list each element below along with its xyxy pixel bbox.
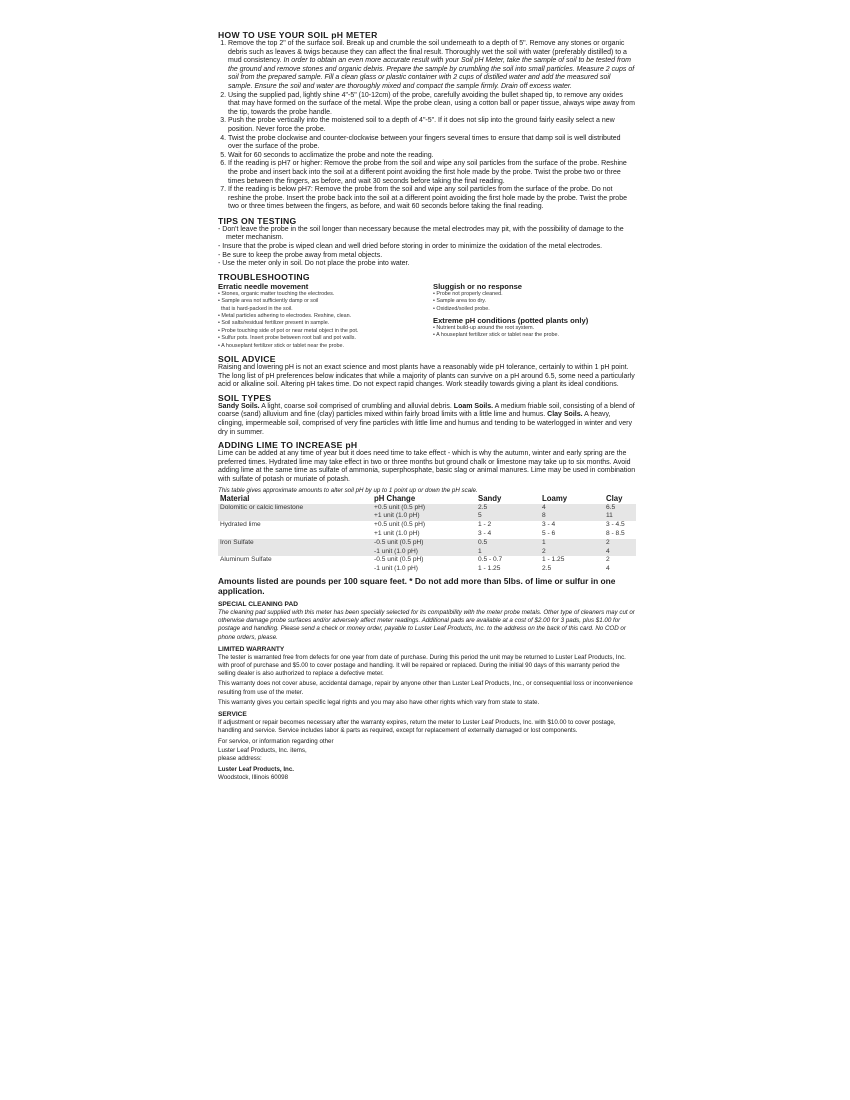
lime-table-body <box>218 504 636 574</box>
cleaning-pad-text: The cleaning pad supplied with this meter has been specially selected for its compatibility with the meter probe metals. Other type of cleaners may cut or otherwise damage probe surfaces and/or adversely affect meter readings. Additional pads are available at a cost of $2.00 for 3 pads, plus $1.00 for postage and handling. Please send a check or money order, payable to Luster Leaf Products, Inc. to the address on the back of this card. No COD or phone orders, please. <box>218 609 635 641</box>
list-item: • Nutrient build-up around the root system. <box>433 325 535 332</box>
table-cell-sandy: 3 - 4 <box>478 530 492 538</box>
list-item: • Sample area too dry. <box>433 298 487 305</box>
table-cell-sandy: 1 <box>476 548 540 557</box>
table-cell-loamy: 3 - 4 <box>542 521 556 529</box>
tip-item: - Don't leave the probe in the soil longer than necessary because the metal electrodes may pit, with the possibility of damage to the meter mechanism. <box>218 225 624 242</box>
table-cell-change: -1 unit (1.0 pH) <box>374 565 418 573</box>
table-cell-change: -1 unit (1.0 pH) <box>372 548 476 557</box>
list-item: that is hard-packed in the soil. <box>221 305 293 312</box>
soil-advice-heading: SOIL ADVICE <box>218 354 276 365</box>
lime-heading: ADDING LIME TO INCREASE pH <box>218 440 358 451</box>
table-cell-material <box>218 512 372 521</box>
soil-types-heading: SOIL TYPES <box>218 392 272 403</box>
table-cell-loamy: 8 <box>540 512 604 521</box>
table-cell-loamy: 1 <box>540 539 604 548</box>
table-cell-sandy: 0.5 - 0.7 <box>478 556 503 564</box>
table-cell-clay: 8 - 8.5 <box>606 530 625 538</box>
table-cell-sandy: 2.5 <box>476 504 540 513</box>
lime-table-header <box>218 495 636 504</box>
table-cell-material <box>218 565 372 574</box>
lime-table <box>218 495 636 574</box>
table-cell-material: Hydrated lime <box>220 521 261 529</box>
how-to-steps <box>218 40 636 212</box>
troubleshooting-right <box>433 282 636 350</box>
table-cell-loamy: 4 <box>540 504 604 513</box>
tip-item: - Be sure to keep the probe away from metal objects. <box>218 251 383 259</box>
table-cell-change: +0.5 unit (0.5 pH) <box>372 504 476 513</box>
troubleshooting-heading: TROUBLESHOOTING <box>218 271 310 282</box>
erratic-title: Erratic needle movement <box>218 281 309 291</box>
step-5: 5. Wait for 60 seconds to acclimatize the probe and note the reading. <box>228 152 636 161</box>
lime-text: Lime can be added at any time of year but it does need time to take effect - which is why the autumn, winter and early spring are the preferred times. Hydrated lime may take effect in two or three months but ground chalk or limestone may take up to six months. Avoid adding lime at the same time as sulfate of ammonia, superphosphate, basic slag or animal manures. Lime may be used in combination with sulfate of potash or muriate of potash. <box>218 450 636 484</box>
step-1: 1. Remove the top 2" of the surface soil. Break up and crumble the soil underneath to a depth of 5". Remove any stones or organic debris such as leaves & twigs because they can affect the final result. Thoroughly wet the soil with water (preferably distilled) to a mud consistency. In order to obtain an even more accurate result with your Soil pH Meter, take the sample of soil to be tested from the ground and remove stones and organic debris. Prepare the sample by crumbling the soil into small particles. Measure 2 cups of soil from the prepared sample. Fill a clean glass or plastic container with 2 cups of distilled water and add the measured soil sample. Ensure the soil and water are thoroughly mixed and compact the sample firmly. Drain off excess water. <box>228 40 636 92</box>
service-contact-2: Luster Leaf Products, Inc. items, <box>218 746 307 754</box>
table-cell-change: +1 unit (1.0 pH) <box>374 530 420 538</box>
table-cell-loamy: 1 - 1.25 <box>542 556 565 564</box>
tips-heading: TIPS ON TESTING <box>218 215 297 226</box>
table-cell-loamy: 2 <box>540 548 604 557</box>
sluggish-list <box>433 291 636 313</box>
list-item: • Metal particles adhering to electrodes. Reshine, clean. <box>218 313 352 320</box>
table-cell-material <box>218 548 372 557</box>
table-cell-material: Iron Sulfate <box>218 539 372 548</box>
step-2: 2. Using the supplied pad, lightly shine 4"-5" (10-12cm) of the probe, carefully avoiding the bullet shaped tip, to remove any oxides that may have formed on the surface of the metal. Wipe the probe clean, using a cotton ball or paper tissue, always wipe away from the tip, towards the probe handle. <box>228 92 636 118</box>
table-cell-loamy: 2.5 <box>542 565 552 573</box>
step-3: 3. Push the probe vertically into the moistened soil to a depth of 4"-5". If it does not slip into the ground fairly easily select a new position. Never force the probe. <box>228 117 636 134</box>
table-cell-loamy: 5 - 6 <box>542 530 556 538</box>
table-row <box>218 512 636 521</box>
table-cell-sandy: 5 <box>476 512 540 521</box>
column-header: Sandy <box>478 493 502 503</box>
column-header: Loamy <box>542 493 568 503</box>
column-header: pH Change <box>374 493 416 503</box>
table-cell-sandy: 1 - 1.25 <box>478 565 501 573</box>
table-cell-clay: 4 <box>604 548 636 557</box>
warranty-p3: This warranty gives you certain specific legal rights and you may also have other rights which vary from state to state. <box>218 698 540 706</box>
tip-item: - Insure that the probe is wiped clean and well dried before storing in order to minimize the oxidation of the metal electrodes. <box>218 243 603 251</box>
list-item: • A houseplant fertilizer stick or tablet near the probe. <box>218 342 344 349</box>
company-name: Luster Leaf Products, Inc. <box>218 766 294 774</box>
table-cell-clay: 2 <box>606 556 610 564</box>
column-header: Material <box>220 493 250 503</box>
table-cell-clay: 2 <box>604 539 636 548</box>
list-item: • Soil salts/residual fertilizer present in sample. <box>218 320 330 327</box>
table-cell-change: -0.5 unit (0.5 pH) <box>374 556 424 564</box>
service-text: If adjustment or repair becomes necessary after the warranty expires, return the meter to Luster Leaf Products, Inc. with $10.00 to cover postage, handling and service. Service includes labor & parts as required, except for replacement of externally damaged or lost components. <box>218 719 616 735</box>
step-1-italic-note: In order to obtain an even more accurate result with your Soil pH Meter, take the sample of soil to be tested from the ground and remove stones and organic debris. Prepare the sample by crumbling the soil into small particles. Measure 2 cups of soil from the prepared sample. Fill a clean glass or plastic container with 2 cups of distilled water and add the measured soil sample. Ensure the soil and water are thoroughly mixed and compact the sample firmly. Drain off excess water. <box>228 57 635 90</box>
service-contact-1: For service, or information regarding other <box>218 738 334 746</box>
warranty-heading: LIMITED WARRANTY <box>218 645 285 653</box>
company-city: Woodstock, Illinois 60098 <box>218 774 289 782</box>
table-cell-clay: 6.5 <box>604 504 636 513</box>
extreme-list <box>433 325 636 340</box>
list-item: • A houseplant fertilizer stick or tablet near the probe. <box>433 332 559 339</box>
table-row <box>218 530 636 539</box>
table-cell-sandy: 0.5 <box>476 539 540 548</box>
table-cell-material: Aluminum Sulfate <box>220 556 272 564</box>
table-cell-clay: 11 <box>604 512 636 521</box>
erratic-list <box>218 291 421 350</box>
warranty-p1: The tester is warranted free from defects for one year from date of purchase. During this period the unit may be returned to Luster Leaf Products, Inc. with proof of purchase and $5.00 to cover postage and handling. It will be repaired or replaced. During the initial 90 days of this warranty period the selling dealer is also authorized to replace a defective meter. <box>218 653 626 678</box>
list-item: • Oxidized/soiled probe. <box>433 305 490 312</box>
table-row <box>218 556 636 565</box>
instruction-sheet <box>218 30 636 782</box>
tips-list <box>218 226 636 269</box>
table-cell-sandy: 1 - 2 <box>478 521 492 529</box>
lime-table-caption: This table gives approximate amounts to alter soil pH by up to 1 point up or down the pH scale. <box>218 486 478 494</box>
table-row <box>218 521 636 530</box>
table-row <box>218 504 636 513</box>
step-7: 7. If the reading is below pH7: Remove the probe from the soil and wipe any soil particles from the surface of the probe. Do not reshine the probe. Insert the probe back into the soil at a different point avoiding the first hole made by the probe. Twist the probe two or three times between the fingers, as before, and wait 60 seconds before taking the final reading. <box>228 186 636 212</box>
troubleshooting-columns <box>218 282 636 350</box>
table-cell-material: Dolomitic or calcic limestone <box>218 504 372 513</box>
list-item: • Stones, organic matter touching the electrodes. <box>218 290 335 297</box>
column-header: Clay <box>606 493 623 503</box>
list-item: • Probe touching side of pot or near metal object in the pot. <box>218 327 359 334</box>
step-6: 6. If the reading is pH7 or higher: Remove the probe from the soil and wipe any soil particles from the surface of the probe. Reshine the probe and insert back into the soil at a different point avoiding the first hole made by the probe. Twist the probe two or three times between the fingers, as before, and wait 30 seconds before taking the final reading. <box>228 160 636 186</box>
service-heading: SERVICE <box>218 711 247 719</box>
table-cell-change: +1 unit (1.0 pH) <box>372 512 476 521</box>
tip-item: - Use the meter only in soil. Do not place the probe into water. <box>218 260 410 268</box>
table-row <box>218 548 636 557</box>
table-cell-clay: 4 <box>606 565 610 573</box>
table-row <box>218 539 636 548</box>
how-to-heading: HOW TO USE YOUR SOIL pH METER <box>218 30 378 40</box>
list-item: • Probe not properly cleaned. <box>433 290 503 297</box>
list-item: • Sample area not sufficiently damp or soil <box>218 298 319 305</box>
table-cell-clay: 3 - 4.5 <box>606 521 625 529</box>
table-cell-change: +0.5 unit (0.5 pH) <box>374 521 426 529</box>
step-4: 4. Twist the probe clockwise and counter-clockwise between your fingers several times to ensure that damp soil is well distributed over the surface of the probe. <box>228 135 636 152</box>
troubleshooting-left <box>218 282 421 350</box>
service-contact-3: please address: <box>218 754 262 762</box>
table-cell-material <box>218 530 372 539</box>
extreme-title: Extreme pH conditions (potted plants only) <box>433 316 589 326</box>
table-row <box>218 565 636 574</box>
table-cell-change: -0.5 unit (0.5 pH) <box>372 539 476 548</box>
cleaning-pad-heading: SPECIAL CLEANING PAD <box>218 601 298 608</box>
sluggish-title: Sluggish or no response <box>433 281 523 291</box>
amounts-note: Amounts listed are pounds per 100 square feet. * Do not add more than 5lbs. of lime or sulfur in one application. <box>218 576 616 596</box>
warranty-p2: This warranty does not cover abuse, accidental damage, repair by anyone other than Luster Leaf Products, Inc., or consequential loss or inconvenience resulting from use of the meter. <box>218 680 633 696</box>
list-item: • Sulfur pots. Insert probe between root ball and pot walls. <box>218 335 356 342</box>
soil-types-text: Sandy Soils. A light, coarse soil comprised of crumbling and alluvial debris. Loam Soils. A medium friable soil, consisting of a blend of coarse (sand) alluvium and fine (clay) particles mixed within fairly broad limits with a little lime and humus. Clay Soils. A heavy, clinging, impermeable soil, comprised of very fine particles with little lime and humus and tending to be waterlogged in winter and very dry in summer. <box>218 402 635 436</box>
soil-advice-text: Raising and lowering pH is not an exact science and most plants have a reasonably wide pH tolerance, certainly to within 1 pH point. The long list of pH preferences below indicates that while a majority of plants can survive on a pH around 6.5, some need a particularly acid or alkaline soil. Altering pH takes time. Do not expect rapid changes. Work steadily towards giving a plant its ideal conditions. <box>218 364 635 389</box>
